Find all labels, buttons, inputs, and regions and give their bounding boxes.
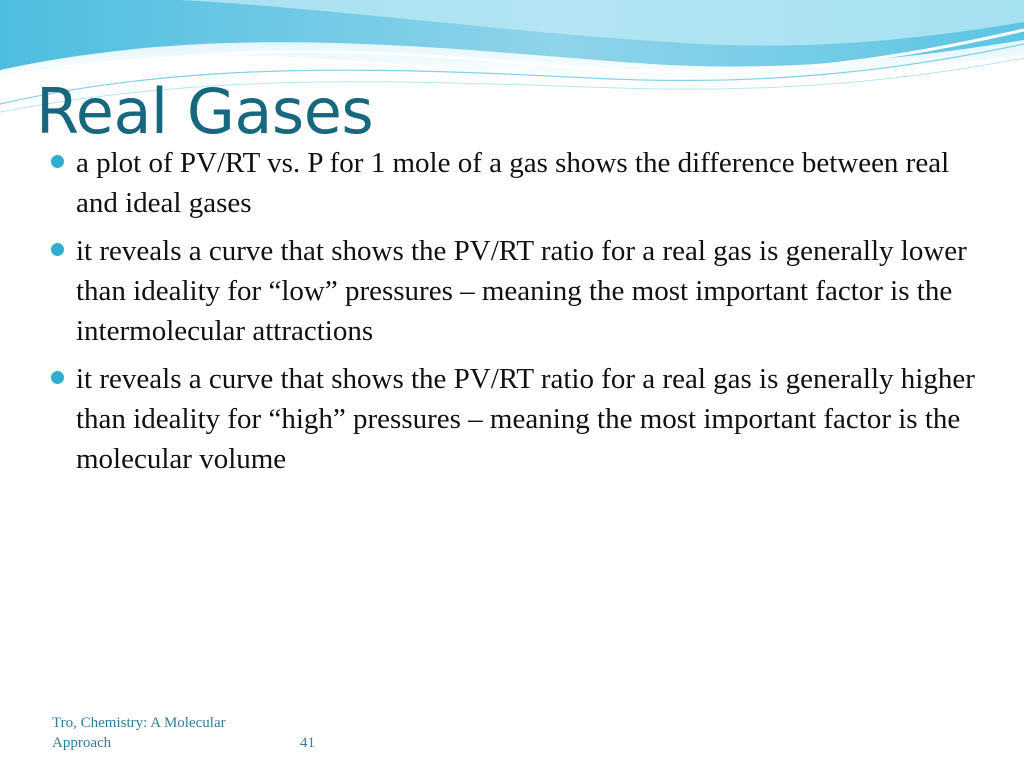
footer-page-number: 41 <box>300 735 315 751</box>
slide-title: Real Gases <box>36 75 374 148</box>
bullet-text: it reveals a curve that shows the PV/RT ratio for a real gas is generally lower than ideality for “low” pressures – meaning the most important factor is the intermolecular attractions <box>76 235 967 347</box>
bullet-list <box>48 143 978 487</box>
bullet-item <box>48 359 978 479</box>
bullet-dot-icon <box>51 243 64 256</box>
bullet-dot-icon <box>51 155 64 168</box>
footer-source: Tro, Chemistry: A Molecular Approach <box>52 715 226 751</box>
bullet-dot-icon <box>51 371 64 384</box>
bullet-text: a plot of PV/RT vs. P for 1 mole of a gas shows the difference between real and ideal gases <box>76 147 950 219</box>
bullet-item <box>48 231 978 351</box>
bullet-item <box>48 143 978 223</box>
bullet-text: it reveals a curve that shows the PV/RT ratio for a real gas is generally higher than ideality for “high” pressures – meaning the most important factor is the molecular volume <box>76 363 975 475</box>
